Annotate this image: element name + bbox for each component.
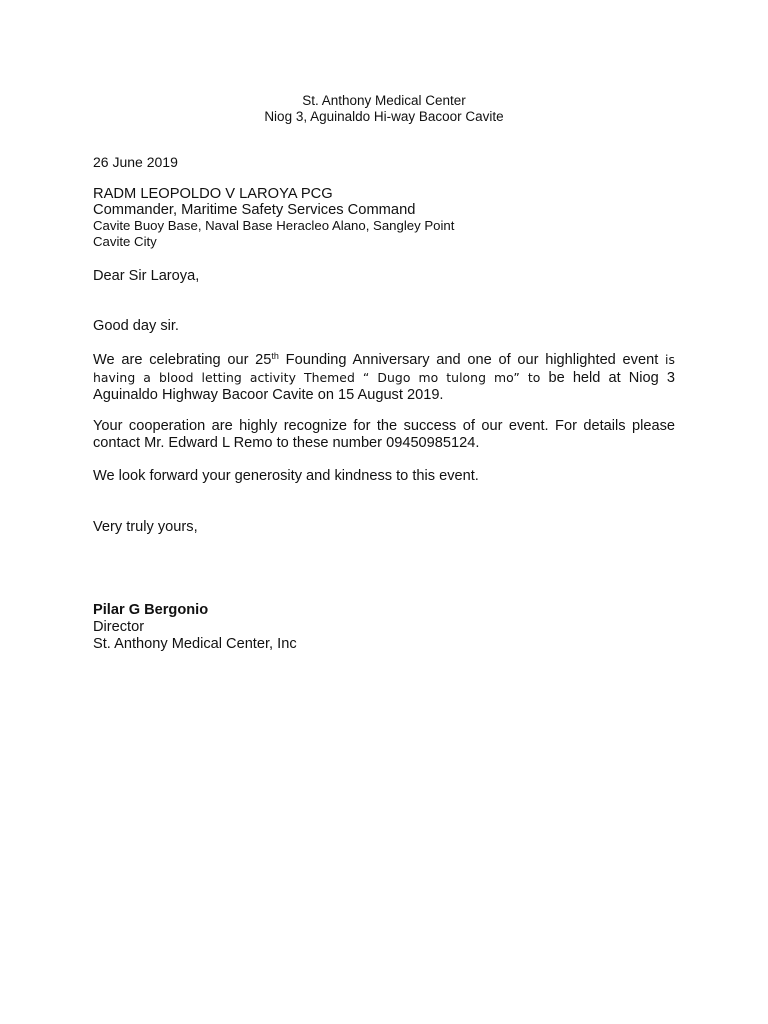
recipient-address: Cavite Buoy Base, Naval Base Heracleo Alano, Sangley Point xyxy=(93,218,455,233)
recipient-block xyxy=(93,186,675,250)
letterhead-address: Niog 3, Aguinaldo Hi-way Bacoor Cavite xyxy=(264,109,504,124)
signatory-organization: St. Anthony Medical Center, Inc xyxy=(93,636,297,652)
closing: Very truly yours, xyxy=(93,519,198,535)
recipient-title: Commander, Maritime Safety Services Command xyxy=(93,202,416,218)
signatory-name: Pilar G Bergonio xyxy=(93,602,209,618)
letterhead-org-name: St. Anthony Medical Center xyxy=(302,93,466,108)
greeting: Good day sir. xyxy=(93,318,179,334)
paragraph-event xyxy=(93,351,675,404)
paragraph-event-theme-text: is having a blood letting activity Themed “ Dugo mo tulong mo” to xyxy=(93,352,675,385)
recipient-city: Cavite City xyxy=(93,234,157,249)
salutation: Dear Sir Laroya, xyxy=(93,268,200,284)
paragraph-thanks: We look forward your generosity and kindness to this event. xyxy=(93,468,479,484)
ordinal-superscript: th xyxy=(271,351,279,361)
paragraph-event-text-d: be held at Niog 3 Aguinaldo Highway Bacoor Cavite on 15 August 2019. xyxy=(93,370,675,403)
paragraph-contact: Your cooperation are highly recognize for the success of our event. For details please contact Mr. Edward L Remo to these number 09450985124. xyxy=(93,418,675,451)
signatory-title: Director xyxy=(93,619,145,635)
recipient-name: RADM LEOPOLDO V LAROYA PCG xyxy=(93,186,333,202)
letterhead xyxy=(0,93,768,125)
paragraph-event-text-a: We are celebrating our 25 xyxy=(93,352,272,368)
signature-block xyxy=(93,602,675,653)
letter-date: 26 June 2019 xyxy=(93,154,178,170)
paragraph-event-text-b: Founding Anniversary and one of our highlighted event xyxy=(278,352,665,368)
